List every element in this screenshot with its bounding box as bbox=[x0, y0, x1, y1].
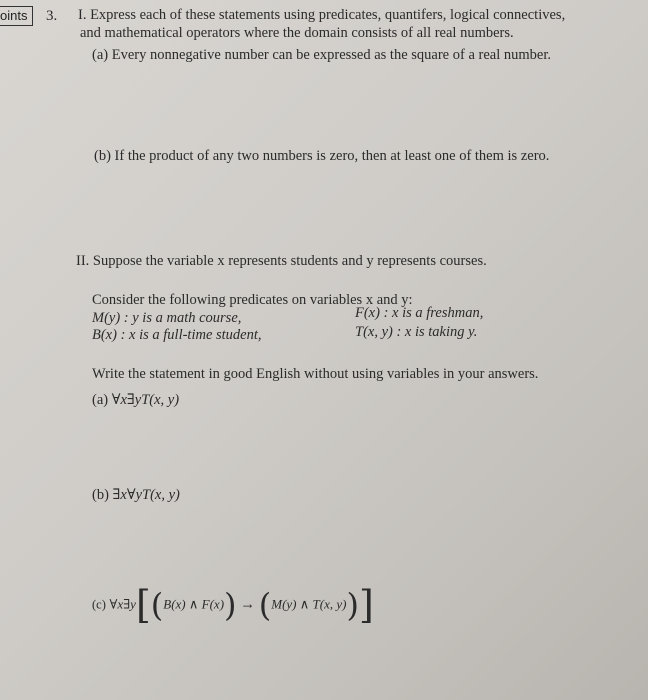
part2-item-a bbox=[92, 392, 179, 409]
open-paren-right: ( bbox=[258, 585, 272, 624]
item-c-quantifiers: ∀x∃y bbox=[109, 596, 136, 612]
implies-arrow: → bbox=[240, 596, 256, 613]
instruction-text: Write the statement in good English without using variables in your answers. bbox=[92, 366, 539, 382]
predicate-f: F(x) : x is a freshman, bbox=[355, 305, 484, 321]
part2-item-b bbox=[92, 487, 180, 504]
item-c-label: (c) bbox=[92, 597, 106, 612]
part1-intro-line2: and mathematical operators where the domain consists of all real numbers. bbox=[80, 25, 514, 41]
item-a-expression: ∀x∃yT(x, y) bbox=[111, 392, 180, 408]
part1-item-b: (b) If the product of any two numbers is zero, then at least one of them is zero. bbox=[94, 148, 550, 164]
question-number: 3. bbox=[46, 8, 58, 24]
predicates-intro: Consider the following predicates on variables x and y: bbox=[92, 292, 413, 308]
item-a-label: (a) bbox=[92, 392, 109, 408]
item-c-consequent: M(y) ∧ T(x, y) bbox=[271, 596, 347, 612]
points-label: oints bbox=[0, 6, 33, 26]
predicate-b: B(x) : x is a full-time student, bbox=[92, 327, 262, 343]
open-paren-left: ( bbox=[150, 585, 164, 624]
part2-item-c bbox=[92, 584, 374, 625]
item-b-label: (b) bbox=[92, 487, 109, 503]
part1-intro-line1: I. Express each of these statements using predicates, quantifers, logical connectives, bbox=[78, 7, 566, 23]
close-paren-left: ) bbox=[224, 585, 237, 624]
close-paren-right: ) bbox=[346, 585, 359, 624]
item-c-antecedent: B(x) ∧ F(x) bbox=[163, 596, 225, 612]
predicate-m: M(y) : y is a math course, bbox=[92, 310, 242, 326]
predicate-t: T(x, y) : x is taking y. bbox=[355, 324, 478, 340]
part2-intro: II. Suppose the variable x represents students and y represents courses. bbox=[76, 253, 487, 269]
part1-item-a: (a) Every nonnegative number can be expressed as the square of a real number. bbox=[92, 47, 551, 63]
item-b-expression: ∃x∀yT(x, y) bbox=[112, 487, 180, 503]
close-square-bracket: ] bbox=[358, 582, 374, 627]
open-square-bracket: [ bbox=[135, 582, 151, 627]
